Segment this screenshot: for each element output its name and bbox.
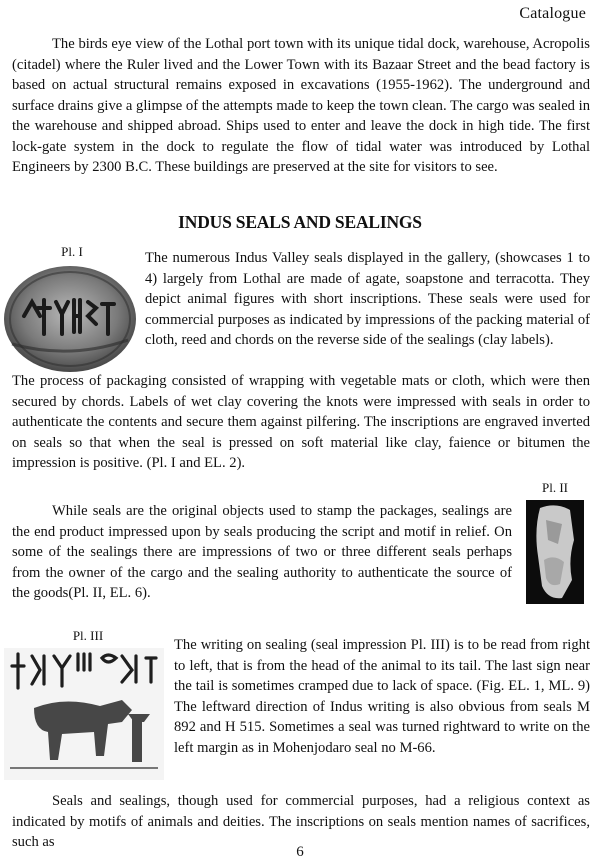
running-head: Catalogue [519,5,586,22]
plate-1-label: Pl. I [61,244,83,259]
plate-3-seal-impression-image [4,648,164,780]
plate-3-label: Pl. III [72,628,104,643]
religious-context-paragraph: Seals and sealings, though used for commercial purposes, had a religious context as indicated by motifs of animals and deities. The inscriptions on seals mention names of sacrifices, such as [12,793,590,850]
section-heading: INDUS SEALS AND SEALINGS [178,212,422,232]
seals-paragraph-full: The process of packaging consisted of wrapping with vegetable mats or cloth, which were then secured by chords. Labels of wet clay covering the knots were impressed with seals in order to authenticate the contents and secure them against pilfering. The inscriptions are engraved inverted on seals so that when the seal is pressed on soft material like clay, faience or bitumen the impression is positive. (Pl. I and EL. 2). [12,373,590,471]
plate-2-label: Pl. II [542,480,568,495]
plate-2-sealing-image [526,500,584,604]
intro-paragraph: The birds eye view of the Lothal port town with its unique tidal dock, warehouse, Acropolis (citadel) where the Ruler lived and the Lower Town with its Bazaar Street and the bead factory is based on actual structural remains exposed in excavations (1955-1962). The underground and surface drains give a glimpse of the attempts made to keep the town clean. The cargo was sealed in the warehouse and shipped abroad. Ships used to enter and leave the dock in high tide. The first lock-gate system in the dock to regulate the flow of tidal water was introduced by Lothal Engineers by 2300 B.C. These buildings are preserved at the site for visitors to see. [12,36,590,175]
sealings-paragraph: While seals are the original objects used to stamp the packages, sealings are the end product impressed upon by seals producing the script and motif in relief. On some of the sealings there are impressions of two or three different seals perhaps from the owner of the cargo and the sealing authority to authenticate the source of the goods(Pl. II, EL. 6). [12,503,512,601]
seals-paragraph-wrapped: The numerous Indus Valley seals displayed in the gallery, (showcases 1 to 4) largely from Lothal are made of agate, soapstone and terracotta. They depict animal figures with short inscriptions. These seals were used for commercial purposes as indicated by impressions of the packing material of cloth, reed and chords on the reverse side of the sealings (clay labels). [145,250,590,348]
reading-direction-paragraph: The writing on sealing (seal impression Pl. III) is to be read from right to left, that is from the head of the animal to its tail. The last sign near the tail is sometimes cramped due to lack of space. (Fig. EL. 1, ML. 9) The leftward direction of Indus writing is also obvious from seals M 892 and H 515. Sometimes a seal was turned rightward to write on the left margin as in Mohenjodaro seal no M-66. [174,637,590,756]
plate-1-seal-image [2,264,138,374]
page-number: 6 [296,844,304,860]
